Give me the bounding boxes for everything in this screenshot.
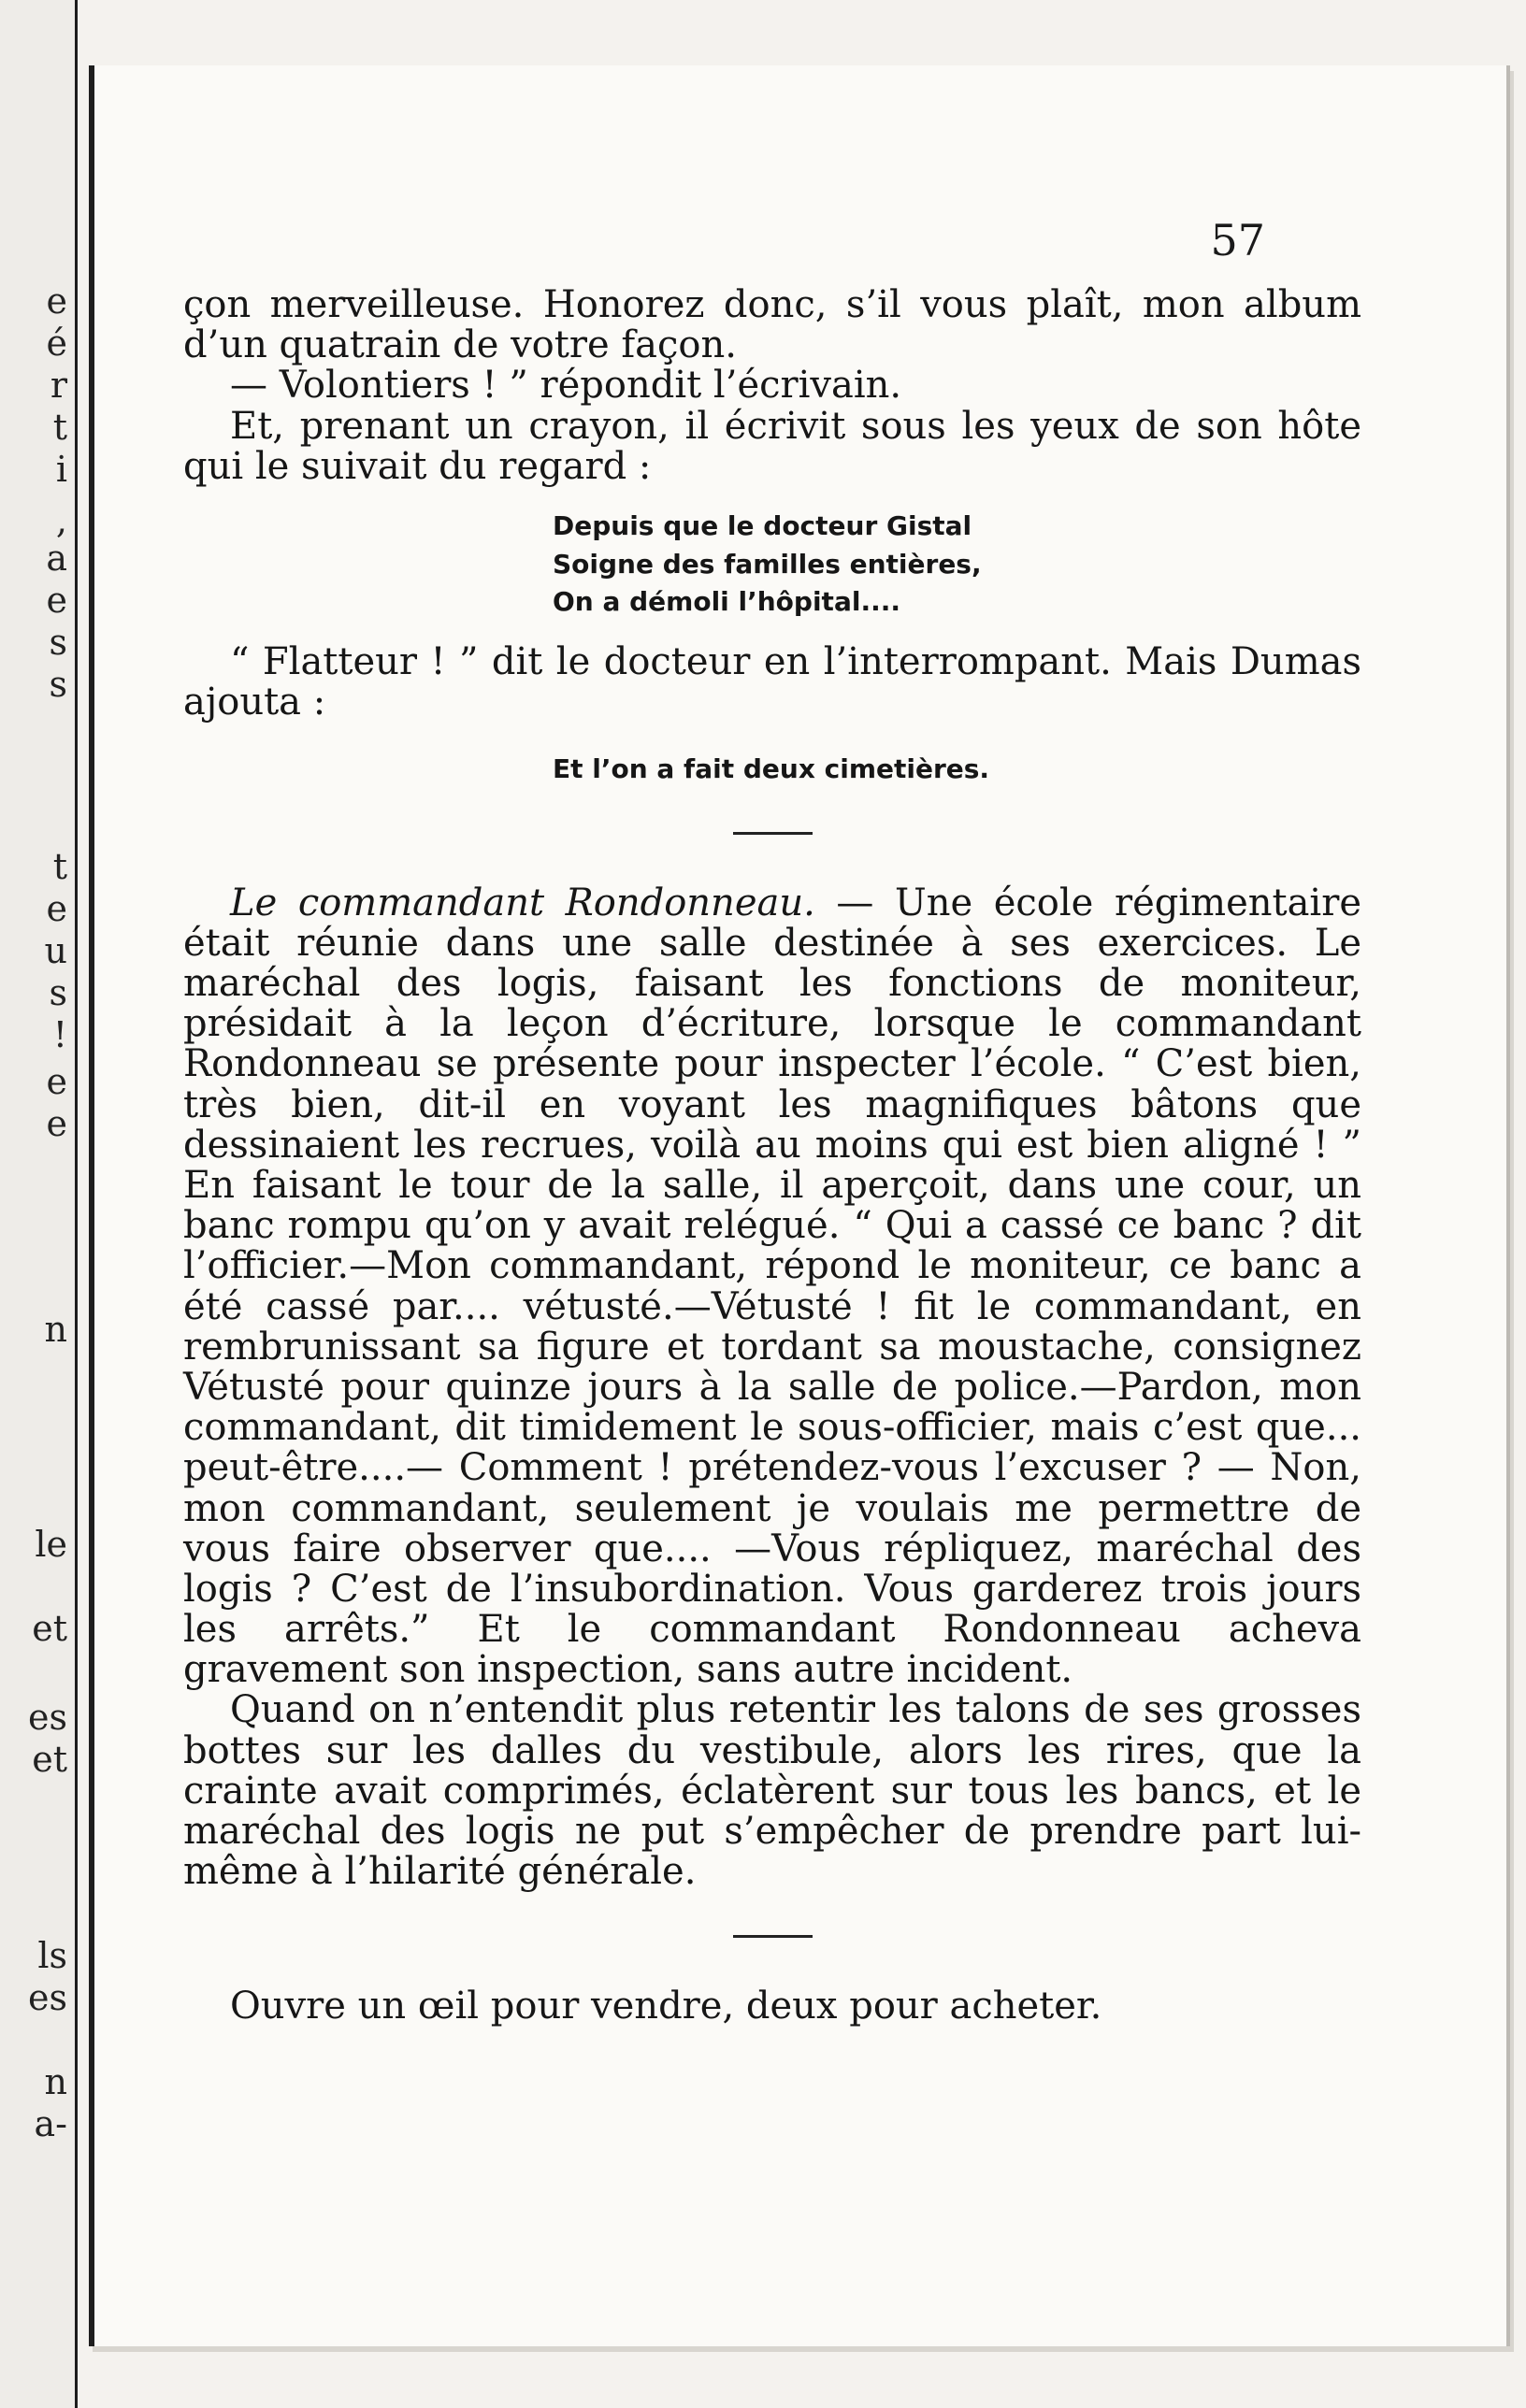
margin-fragment: et — [32, 1739, 67, 1780]
section-separator — [733, 1935, 813, 1938]
margin-fragment: s — [49, 972, 67, 1013]
margin-fragment: r — [50, 365, 67, 406]
margin-fragment: es — [28, 1977, 67, 2018]
margin-fragment: e — [46, 1061, 67, 1102]
book-page — [89, 65, 1510, 2346]
proverb: Ouvre un œil pour vendre, deux pour acheter. — [230, 1985, 1102, 2028]
margin-fragment: n — [44, 1309, 67, 1350]
verse-line: Depuis que le docteur Gistal — [553, 509, 972, 541]
paragraph-interruption: “ Flatteur ! ” dit le docteur en l’interrompant. Mais Dumas ajouta : — [183, 639, 1361, 724]
paragraph-writing: Et, prenant un crayon, il écrivit sous les yeux de son hôte qui le suivait du regard : — [183, 404, 1361, 488]
margin-fragment: é — [46, 322, 67, 364]
paragraph-reply: — Volontiers ! ” répondit l’écrivain. — [230, 364, 902, 408]
margin-fragment: ls — [37, 1935, 67, 1976]
margin-fragment: s — [49, 664, 67, 705]
margin-fragment: et — [32, 1608, 67, 1649]
verse-line: Soigne des familles entières, — [553, 548, 982, 580]
margin-fragment: e — [46, 580, 67, 621]
section-separator — [733, 832, 813, 835]
margin-fragment: a — [46, 538, 67, 579]
verse-line: Et l’on a fait deux cimetières. — [553, 753, 990, 785]
page-number: 57 — [1210, 215, 1265, 265]
margin-fragment: es — [28, 1697, 67, 1738]
anecdote-paragraph — [183, 883, 1361, 1691]
margin-fragment: n — [44, 2061, 67, 2102]
quatrain — [553, 508, 1361, 622]
verse-line: On a démoli l’hôpital.... — [553, 586, 900, 618]
margin-fragment: u — [44, 930, 67, 971]
margin-fragment: t — [52, 846, 67, 887]
margin-fragment: , — [55, 500, 67, 541]
anecdote-closing: Quand on n’entendit plus retentir les talons de ses grosses bottes sur les dalles du vestibule, alors les rires, que la crainte avait comprimés, éclatèrent sur tous les bancs, et le maréchal des logis ne put s’empêcher de prendre part lui-même à l’hilarité générale. — [183, 1688, 1361, 1894]
margin-fragment: s — [49, 622, 67, 663]
margin-fragment: e — [46, 280, 67, 322]
margin-fragment: ! — [52, 1014, 67, 1055]
margin-fragment: le — [35, 1524, 67, 1565]
page-body — [183, 285, 1361, 2028]
margin-fragment: e — [46, 888, 67, 929]
anecdote-title: Le commandant Rondonneau. — [230, 881, 815, 924]
margin-fragment: t — [52, 407, 67, 448]
anecdote-text: — Une école régimentaire était réunie dans une salle destinée à ses exercices. Le maréchal des logis, faisant les fonctions de moniteur, présidait à la leçon d’écriture, lorsque le commandant Rondonneau se présente pour inspecter l’école. “ C’est bien, très bien, dit-il en voyant les magnifiques bâtons que dessinaient les recrues, voilà au moins qui est bien aligné ! ” En faisant le tour de la salle, il aperçoit, dans une cour, un banc rompu qu’on y avait relégué. “ Qui a cassé ce banc ? dit l’officier.—Mon commandant, répond le moniteur, ce banc a été cassé par.... vétusté.—Vétusté ! fit le commandant, en rembrunissant sa figure et tordant sa moustache, consignez Vétusté pour quinze jours à la salle de police.—Pardon, mon commandant, dit timidement le sous-officier, mais c’est que... peut-être....— Comment ! prétendez-vous l’excuser ? — Non, mon commandant, seulement je voulais me permettre de vous faire observer que.... —Vous répliquez, maréchal des logis ? C’est de l’insubordination. Vous garderez trois jours les arrêts.” Et le commandant Rondonneau acheva gravement son inspection, sans autre incident. — [183, 881, 1362, 1692]
paragraph-continuation: çon merveilleuse. Honorez donc, s’il vous plaît, mon album d’un quatrain de votre façon. — [183, 283, 1361, 367]
margin-fragment: i — [55, 449, 67, 490]
previous-page-edge — [0, 0, 78, 2408]
margin-fragment: a- — [34, 2103, 67, 2144]
margin-fragment: e — [46, 1103, 67, 1144]
quatrain-ending — [553, 751, 1361, 789]
